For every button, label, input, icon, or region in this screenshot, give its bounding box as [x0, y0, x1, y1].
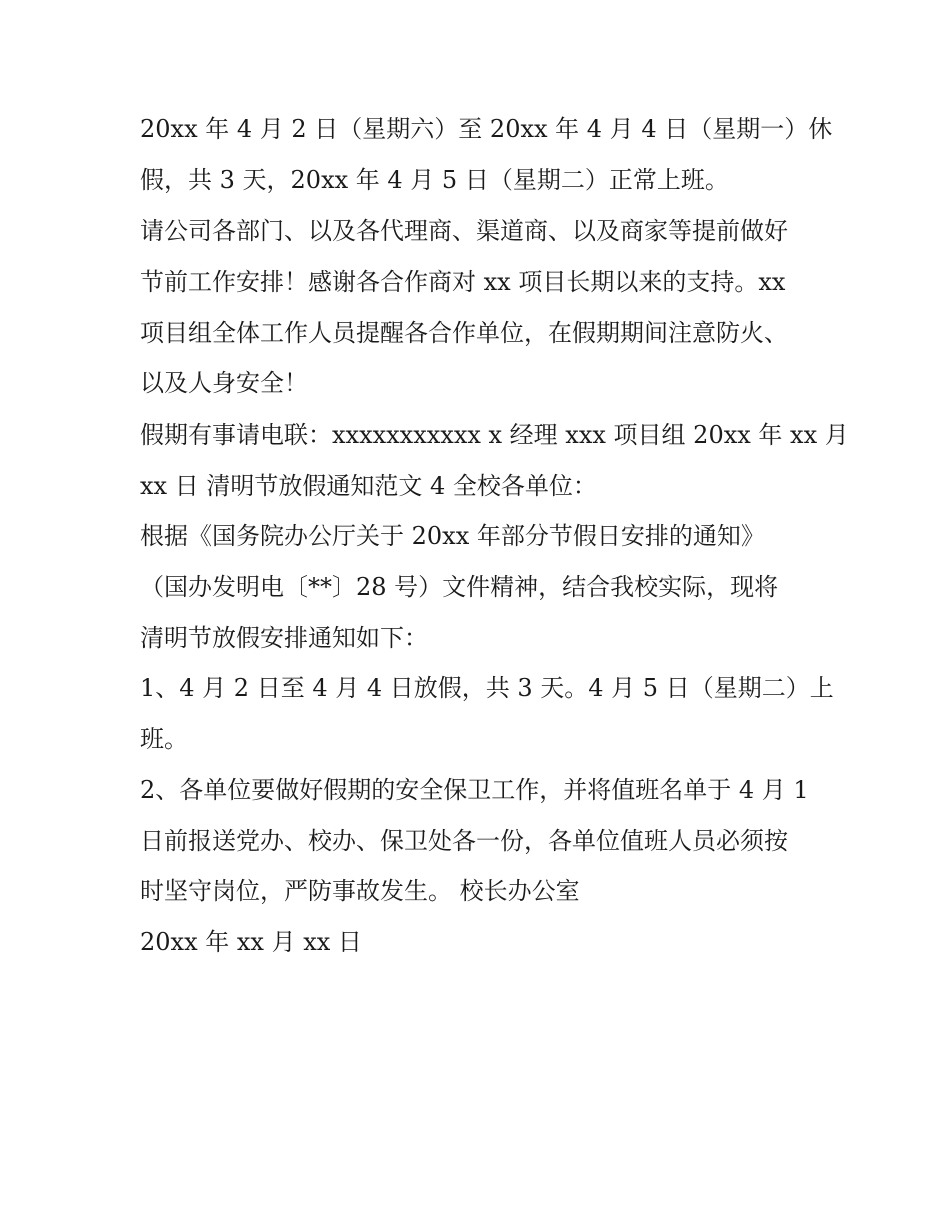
text-line: 班。 — [140, 725, 188, 753]
text-line: 以及人身安全！ — [140, 369, 308, 397]
text-line: 20xx 年 4 月 2 日（星期六）至 20xx 年 4 月 4 日（星期一）休 — [140, 115, 833, 143]
text-line: 日前报送党办、校办、保卫处各一份，各单位值班人员必须按 — [140, 827, 788, 855]
text-line: 2、各单位要做好假期的安全保卫工作，并将值班名单于 4 月 1 — [140, 776, 809, 804]
text-line: 节前工作安排！感谢各合作商对 xx 项目长期以来的支持。xx — [140, 268, 786, 296]
text-line: 清明节放假安排通知如下： — [140, 624, 428, 652]
text-line: 项目组全体工作人员提醒各合作单位，在假期期间注意防火、 — [140, 319, 788, 347]
text-line: 假期有事请电联：xxxxxxxxxxx x 经理 xxx 项目组 20xx 年 xx 月 — [140, 421, 849, 449]
text-line: 时坚守岗位，严防事故发生。 校长办公室 — [140, 877, 580, 905]
text-line: 1、4 月 2 日至 4 月 4 日放假，共 3 天。4 月 5 日（星期二）上 — [140, 674, 834, 702]
text-line: 假，共 3 天，20xx 年 4 月 5 日（星期二）正常上班。 — [140, 166, 729, 194]
text-line: xx 日 清明节放假通知范文 4 全校各单位： — [140, 472, 597, 500]
text-line: 请公司各部门、以及各代理商、渠道商、以及商家等提前做好 — [140, 217, 788, 245]
text-line: （国办发明电〔**〕28 号）文件精神，结合我校实际，现将 — [140, 573, 779, 601]
text-line: 根据《国务院办公厅关于 20xx 年部分节假日安排的通知》 — [140, 522, 765, 550]
signature-date: 20xx 年 xx 月 xx 日 — [140, 928, 362, 956]
